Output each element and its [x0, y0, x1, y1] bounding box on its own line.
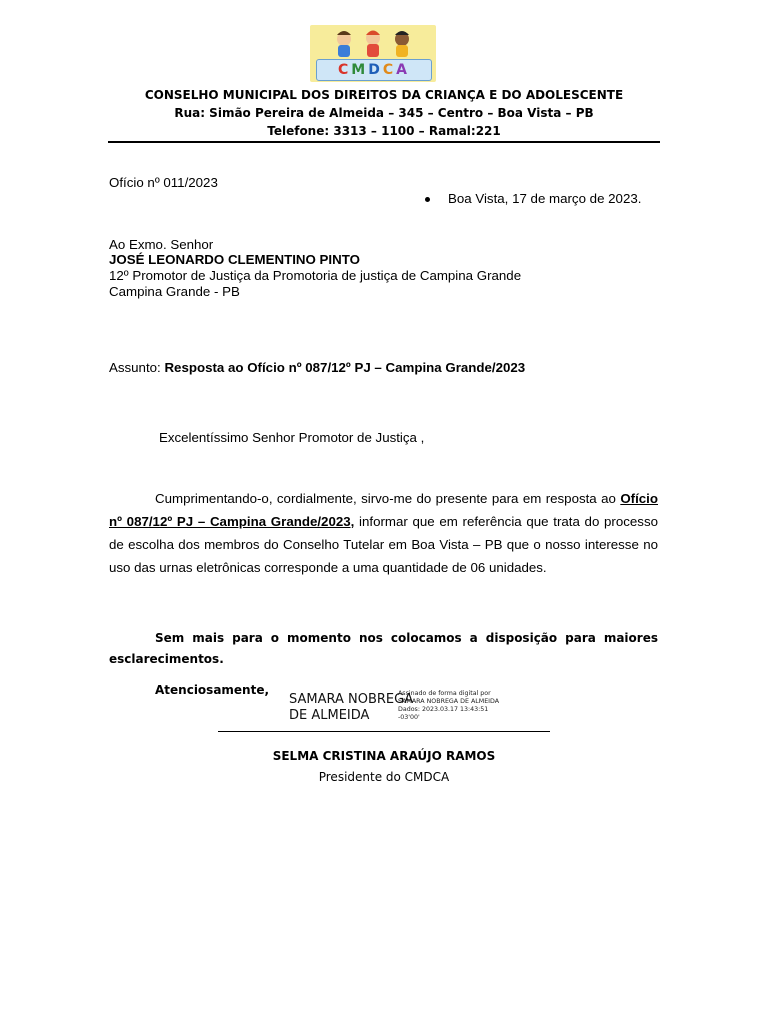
org-name: CONSELHO MUNICIPAL DOS DIREITOS DA CRIANÇA E DO ADOLESCENTE: [144, 88, 624, 102]
logo-banner: C M D C A: [316, 59, 432, 81]
bullet-icon: [425, 197, 430, 202]
body-paragraph-2: Sem mais para o momento nos colocamos a disposição para maiores esclarecimentos.: [109, 631, 658, 666]
org-address: Rua: Simão Pereira de Almeida – 345 – Centro – Boa Vista – PB: [174, 106, 594, 120]
body-paragraph-1: Cumprimentando-o, cordialmente, sirvo-me do presente para em resposta ao Ofício nº 087/12º PJ – Campina Grande/2023, informar que em referência que trata do processo de escolha dos membros do Conselho Tutelar em Boa Vista – PB que o nosso interesse no uso das urnas eletrônicas corresponde a uma quantidade de 06 unidades.: [109, 491, 658, 575]
header-divider: [108, 141, 660, 143]
org-phone: Telefone: 3313 – 1100 – Ramal:221: [267, 124, 501, 138]
subject-label: Assunto:: [109, 360, 161, 375]
recipient-city: Campina Grande - PB: [109, 284, 240, 299]
signatory-name: SELMA CRISTINA ARAÚJO RAMOS: [272, 749, 496, 763]
digital-signature-meta: Assinado de forma digital por SAMARA NOBREGA DE ALMEIDA Dados: 2023.03.17 13:43:51 -03'00': [398, 690, 500, 721]
subject-line: [109, 360, 525, 376]
greeting: Excelentíssimo Senhor Promotor de Justiça ,: [159, 430, 425, 445]
subject-text: Resposta ao Ofício nº 087/12º PJ – Campina Grande/2023: [164, 360, 526, 375]
signatory-title: Presidente do CMDCA: [318, 770, 450, 784]
signature-line: [218, 731, 550, 732]
recipient-name: JOSÉ LEONARDO CLEMENTINO PINTO: [109, 252, 360, 267]
recipient-salutation: Ao Exmo. Senhor: [109, 237, 214, 252]
referenced-oficio: Ofício nº 087/12º PJ – Campina Grande/2023,: [109, 491, 658, 529]
digital-signature-name: SAMARA NOBREGA DE ALMEIDA: [289, 692, 414, 723]
letter-number: Ofício nº 011/2023: [109, 175, 218, 190]
cmdca-logo: [310, 25, 436, 82]
closing: Atenciosamente,: [155, 683, 270, 697]
children-illustration-icon: [310, 25, 436, 59]
recipient-role: 12º Promotor de Justiça da Promotoria de justiça de Campina Grande: [109, 268, 522, 283]
